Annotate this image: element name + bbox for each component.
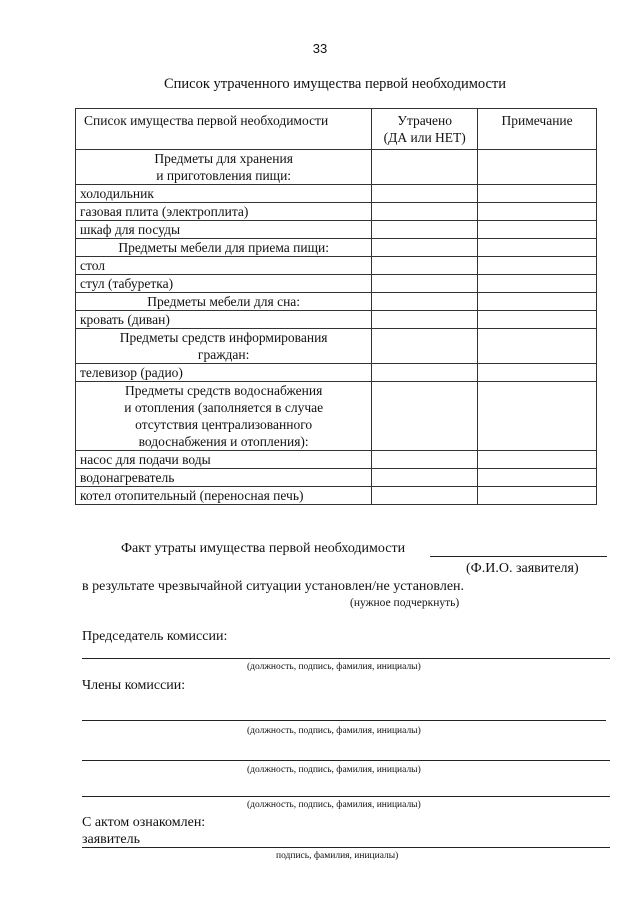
lost-cell[interactable]	[372, 329, 478, 364]
table-group-row	[76, 382, 597, 451]
acquainted-label: С актом ознакомлен:	[82, 815, 206, 830]
member-3-signature-hint: (должность, подпись, фамилия, инициалы)	[247, 800, 421, 810]
item-label: насос для подачи воды	[76, 451, 372, 469]
note-cell[interactable]	[478, 239, 597, 257]
table-group-row	[76, 150, 597, 185]
item-label: котел отопительный (переносная печь)	[76, 487, 372, 505]
group-label: Предметы мебели для приема пищи:	[76, 239, 372, 257]
table-row	[76, 203, 597, 221]
member-1-signature-hint: (должность, подпись, фамилия, инициалы)	[247, 726, 421, 736]
header-note: Примечание	[478, 109, 597, 150]
lost-cell[interactable]	[372, 257, 478, 275]
chairman-signature-field[interactable]	[82, 658, 610, 659]
lost-cell[interactable]	[372, 311, 478, 329]
table-row	[76, 364, 597, 382]
note-cell[interactable]	[478, 364, 597, 382]
table-row	[76, 185, 597, 203]
member-2-signature-hint: (должность, подпись, фамилия, инициалы)	[247, 765, 421, 775]
table-row	[76, 257, 597, 275]
table-row	[76, 469, 597, 487]
note-cell[interactable]	[478, 150, 597, 185]
table-group-row	[76, 293, 597, 311]
lost-cell[interactable]	[372, 293, 478, 311]
applicant-name-field[interactable]	[430, 556, 607, 557]
lost-cell[interactable]	[372, 239, 478, 257]
lost-cell[interactable]	[372, 221, 478, 239]
applicant-name-hint: (Ф.И.О. заявителя)	[466, 561, 579, 576]
group-label: Предметы для хранения и приготовления пищи:	[76, 150, 372, 185]
page-number: 33	[312, 41, 328, 56]
lost-cell[interactable]	[372, 487, 478, 505]
note-cell[interactable]	[478, 221, 597, 239]
member-3-signature-field[interactable]	[82, 796, 610, 797]
fact-line: Факт утраты имущества первой необходимости	[121, 541, 406, 556]
header-lost: Утрачено (ДА или НЕТ)	[372, 109, 478, 150]
note-cell[interactable]	[478, 382, 597, 451]
note-cell[interactable]	[478, 311, 597, 329]
item-label: стол	[76, 257, 372, 275]
lost-cell[interactable]	[372, 364, 478, 382]
item-label: кровать (диван)	[76, 311, 372, 329]
note-cell[interactable]	[478, 293, 597, 311]
item-label: стул (табуретка)	[76, 275, 372, 293]
table-row	[76, 451, 597, 469]
table-group-row	[76, 239, 597, 257]
header-property-list: Список имущества первой необходимости	[76, 109, 372, 150]
note-cell[interactable]	[478, 185, 597, 203]
group-label: Предметы мебели для сна:	[76, 293, 372, 311]
note-cell[interactable]	[478, 451, 597, 469]
item-label: шкаф для посуды	[76, 221, 372, 239]
note-cell[interactable]	[478, 487, 597, 505]
lost-cell[interactable]	[372, 185, 478, 203]
member-1-signature-field[interactable]	[82, 720, 606, 721]
chairman-label: Председатель комиссии:	[82, 629, 228, 644]
note-cell[interactable]	[478, 469, 597, 487]
table-row	[76, 487, 597, 505]
group-label: Предметы средств водоснабжения и отопления (заполняется в случае отсутствия централизованного водоснабжения и отопления):	[76, 382, 372, 451]
table-row	[76, 311, 597, 329]
item-label: холодильник	[76, 185, 372, 203]
chairman-signature-hint: (должность, подпись, фамилия, инициалы)	[247, 662, 421, 672]
item-label: телевизор (радио)	[76, 364, 372, 382]
lost-cell[interactable]	[372, 203, 478, 221]
item-label: газовая плита (электроплита)	[76, 203, 372, 221]
table-row	[76, 221, 597, 239]
lost-cell[interactable]	[372, 469, 478, 487]
table-group-row	[76, 329, 597, 364]
note-cell[interactable]	[478, 275, 597, 293]
member-2-signature-field[interactable]	[82, 760, 610, 761]
applicant-label: заявитель	[82, 832, 140, 847]
group-label: Предметы средств информирования граждан:	[76, 329, 372, 364]
lost-cell[interactable]	[372, 275, 478, 293]
lost-cell[interactable]	[372, 451, 478, 469]
note-cell[interactable]	[478, 203, 597, 221]
page-title: Список утраченного имущества первой необходимости	[163, 76, 507, 92]
table-row	[76, 275, 597, 293]
note-cell[interactable]	[478, 329, 597, 364]
fact-result-line: в результате чрезвычайной ситуации установлен/не установлен.	[82, 579, 465, 594]
table-header-row	[76, 109, 597, 150]
lost-cell[interactable]	[372, 382, 478, 451]
lost-cell[interactable]	[372, 150, 478, 185]
members-label: Члены комиссии:	[82, 678, 186, 693]
underline-hint: (нужное подчеркнуть)	[350, 597, 460, 609]
property-table	[75, 108, 597, 505]
applicant-signature-field[interactable]	[82, 847, 610, 848]
applicant-signature-hint: подпись, фамилия, инициалы)	[276, 851, 399, 861]
item-label: водонагреватель	[76, 469, 372, 487]
note-cell[interactable]	[478, 257, 597, 275]
